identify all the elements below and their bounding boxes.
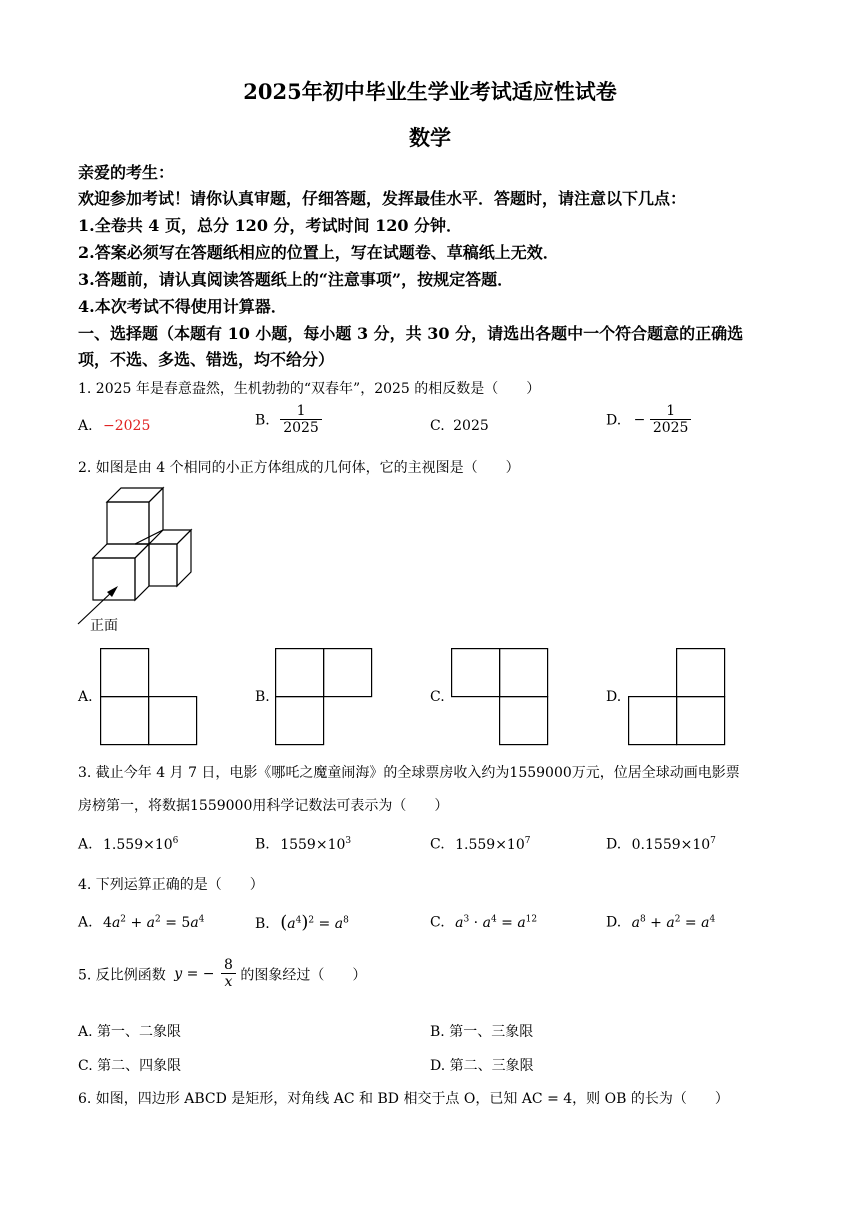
q1-d-label: D. (606, 412, 622, 429)
q2-d-label: D. (606, 689, 622, 705)
q3-option-a (78, 836, 178, 853)
q4-d-expression: $a^8 + a^2 = a^4$ (631, 914, 716, 931)
q5-option-d: D. 第二、三象限 (430, 1058, 534, 1074)
q3-d-base: 0.1559×10 (631, 836, 711, 853)
q4-option-c (430, 914, 537, 931)
q3-option-d (606, 836, 716, 853)
q3-c-base: 1.559×10 (455, 836, 525, 853)
q4-c-label: C. (430, 914, 445, 931)
q1-b-label: B. (255, 412, 270, 429)
q1-b-fraction (280, 404, 322, 437)
q3-c-label: C. (430, 836, 445, 853)
q1-d-fraction (650, 404, 692, 437)
q1-d-numerator: 1 (666, 403, 676, 419)
q3-b-base: 1559×10 (280, 836, 346, 853)
q3-a-exp: 6 (172, 836, 179, 846)
q4-b-label: B. (255, 916, 270, 932)
q2-b-label: B. (255, 689, 270, 705)
q3-option-c (430, 836, 530, 853)
q5-option-c: C. 第二、四象限 (78, 1058, 182, 1074)
q5-stem-prefix: 5. 反比例函数 (78, 967, 166, 984)
q1-option-b (255, 404, 322, 437)
q3-stem-line1: 3. 截止今年 4 月 7 日，电影《哪吒之魔童闹海》的全球票房收入约为1559000万元，位居全球动画电影票 (78, 765, 740, 781)
q2-option-d-figure[interactable] (628, 648, 726, 746)
q5-option-b: B. 第一、三象限 (430, 1024, 534, 1040)
q2-option-c-figure[interactable] (451, 648, 549, 746)
section-heading-line1: 一、选择题（本题有 10 小题，每小题 3 分，共 30 分，请选出各题中一个符合题意的正确选 (78, 324, 744, 343)
q4-b-expression: $(a^4)^2 = a^8$ (280, 912, 349, 933)
q3-a-base: 1.559×10 (103, 836, 173, 853)
q6-stem: 6. 如图，四边形 ABCD 是矩形，对角线 AC 和 BD 相交于点 O，已知 AC = 4，则 OB 的长为（ ） (78, 1091, 729, 1107)
q1-a-label: A. (78, 418, 93, 434)
q3-c-exp: 7 (524, 836, 531, 846)
note-2: 2.答案必须写在答题纸相应的位置上，写在试题卷、草稿纸上无效． (78, 243, 559, 262)
q1-c-value: 2025 (453, 418, 489, 434)
q4-d-label: D. (606, 914, 622, 931)
q5-denominator: x (221, 973, 236, 990)
exam-title: 2025年初中毕业生学业考试适应性试卷 (243, 79, 617, 104)
q2-c-label: C. (430, 689, 445, 705)
q4-stem: 4. 下列运算正确的是（ ） (78, 877, 264, 893)
q1-c-label: C. (430, 418, 445, 434)
q3-d-label: D. (606, 836, 622, 853)
q4-c-expression: $a^3 \cdot a^4 = a^{12}$ (455, 914, 538, 931)
q1-option-c (430, 418, 489, 434)
q2-cube-figure (76, 488, 216, 628)
greeting: 亲爱的考生： (78, 163, 175, 182)
q2-option-b-figure[interactable] (275, 648, 373, 746)
q4-a-expression: $4a^2 + a^2 = 5a^4$ (103, 914, 205, 931)
q2-stem: 2. 如图是由 4 个相同的小正方体组成的几何体，它的主视图是（ ） (78, 460, 520, 476)
q1-d-sign: − (633, 412, 646, 429)
q5-fraction (221, 958, 236, 991)
q1-d-denominator: 2025 (650, 419, 692, 436)
q4-option-a (78, 914, 204, 931)
q2-a-label: A. (78, 689, 93, 705)
q2-option-a-figure[interactable] (100, 648, 198, 746)
q1-b-denominator: 2025 (280, 419, 322, 436)
q3-stem-line2: 房榜第一，将数据1559000用科学记数法可表示为（ ） (78, 798, 449, 814)
q5-stem (78, 958, 366, 991)
q3-b-label: B. (255, 836, 270, 853)
q1-a-value: −2025 (103, 418, 151, 434)
q4-option-d (606, 914, 715, 931)
q5-stem-suffix: 的图象经过（ ） (240, 967, 367, 984)
note-3: 3.答题前，请认真阅读答题纸上的“注意事项”，按规定答题． (78, 270, 514, 289)
note-4: 4.本次考试不得使用计算器． (78, 297, 287, 316)
q1-option-a (78, 418, 150, 434)
q3-b-exp: 3 (345, 836, 352, 846)
q3-a-label: A. (78, 836, 93, 853)
q5-numerator: 8 (224, 957, 233, 973)
q5-option-a: A. 第一、二象限 (78, 1024, 182, 1040)
q2-front-label: 正面 (90, 618, 118, 634)
note-1: 1.全卷共 4 页，总分 120 分，考试时间 120 分钟． (78, 216, 463, 235)
section-heading-line2: 项，不选、多选、错选，均不给分） (78, 350, 335, 369)
q5-func-lhs: y = − (174, 966, 215, 983)
welcome-text: 欢迎参加考试！请你认真审题，仔细答题，发挥最佳水平．答题时，请注意以下几点： (78, 189, 687, 208)
q4-a-label: A. (78, 914, 93, 931)
q3-option-b (255, 836, 351, 853)
q1-b-numerator: 1 (296, 403, 306, 419)
q1-option-d (606, 404, 691, 437)
q3-d-exp: 7 (710, 836, 716, 846)
q4-option-b (255, 912, 349, 933)
q1-stem: 1. 2025 年是春意盎然，生机勃勃的“双春年”，2025 的相反数是（ ） (78, 381, 541, 397)
subject-title: 数学 (409, 125, 451, 150)
